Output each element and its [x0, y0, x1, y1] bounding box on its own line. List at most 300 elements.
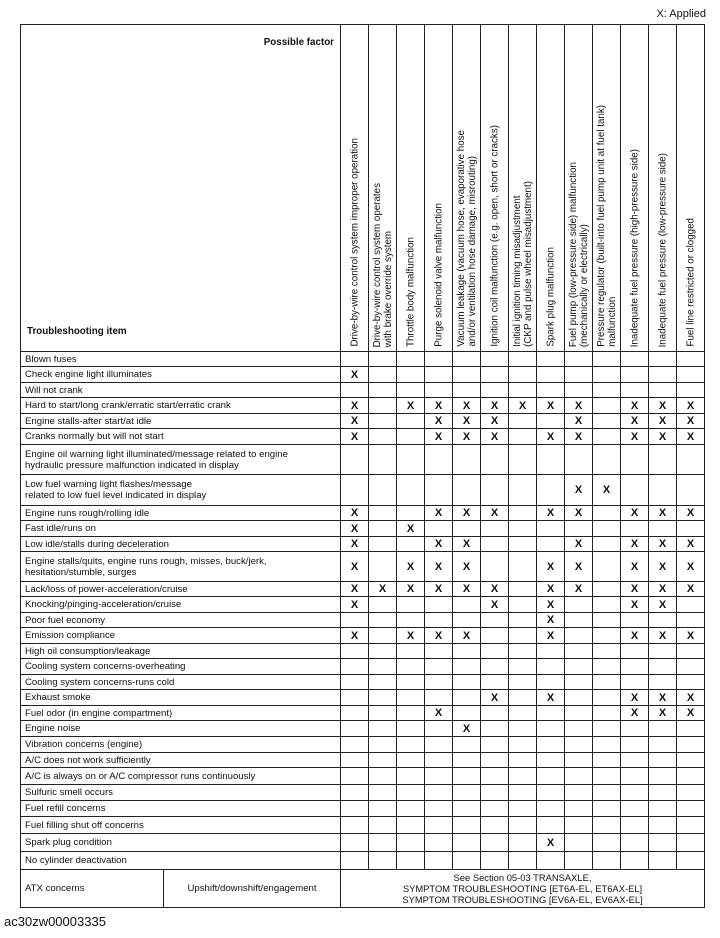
- table-row: [21, 817, 705, 834]
- troubleshooting-item: Exhaust smoke: [21, 690, 341, 706]
- mark-cell: [453, 506, 481, 521]
- applied-mark: X: [546, 583, 555, 595]
- mark-cell: [621, 852, 649, 870]
- mark-cell: [397, 597, 425, 613]
- applied-mark: X: [490, 598, 499, 611]
- mark-cell: [369, 768, 397, 785]
- mark-cell: [397, 801, 425, 817]
- mark-cell: [425, 352, 453, 367]
- mark-cell: [649, 706, 677, 721]
- mark-cell: [565, 475, 593, 506]
- mark-cell: [369, 429, 397, 445]
- mark-cell: [453, 537, 481, 552]
- mark-cell: [649, 834, 677, 852]
- mark-cell: [593, 521, 621, 537]
- mark-cell: [593, 706, 621, 721]
- table-row: [21, 644, 705, 659]
- mark-cell: [649, 659, 677, 675]
- mark-cell: [425, 785, 453, 801]
- table-row: [21, 367, 705, 383]
- applied-mark: X: [462, 583, 471, 595]
- mark-cell: [481, 644, 509, 659]
- mark-cell: [397, 414, 425, 429]
- applied-mark: X: [406, 522, 415, 535]
- mark-cell: [453, 706, 481, 721]
- applied-mark: X: [658, 691, 667, 704]
- applied-mark: X: [658, 415, 667, 427]
- table-row: [21, 383, 705, 398]
- mark-cell: [677, 552, 705, 582]
- mark-cell: [565, 706, 593, 721]
- mark-cell: [677, 537, 705, 552]
- factor-header: [565, 25, 593, 352]
- table-row: [21, 414, 705, 429]
- applied-mark: X: [434, 538, 443, 550]
- mark-cell: [677, 817, 705, 834]
- mark-cell: [369, 613, 397, 628]
- table-row: [21, 475, 705, 506]
- applied-mark: X: [574, 583, 583, 595]
- mark-cell: [593, 737, 621, 753]
- mark-cell: [509, 383, 537, 398]
- mark-cell: [425, 675, 453, 690]
- troubleshooting-item: Engine noise: [21, 721, 341, 737]
- applied-mark: X: [658, 598, 667, 611]
- mark-cell: [621, 552, 649, 582]
- applied-mark: X: [686, 415, 695, 427]
- troubleshooting-item: Hard to start/long crank/erratic start/erratic crank: [21, 398, 341, 414]
- mark-cell: [537, 644, 565, 659]
- mark-cell: [677, 768, 705, 785]
- mark-cell: [453, 675, 481, 690]
- mark-cell: [509, 414, 537, 429]
- applied-mark: X: [350, 522, 359, 535]
- applied-mark: X: [518, 399, 527, 412]
- mark-cell: [369, 737, 397, 753]
- mark-cell: [453, 383, 481, 398]
- mark-cell: [453, 785, 481, 801]
- mark-cell: [621, 352, 649, 367]
- mark-cell: [621, 582, 649, 597]
- mark-cell: [565, 383, 593, 398]
- mark-cell: [481, 367, 509, 383]
- mark-cell: [481, 852, 509, 870]
- mark-cell: [677, 506, 705, 521]
- mark-cell: [397, 690, 425, 706]
- mark-cell: [621, 753, 649, 768]
- mark-cell: [537, 367, 565, 383]
- mark-cell: [621, 429, 649, 445]
- applied-mark: X: [350, 538, 359, 550]
- mark-cell: [369, 659, 397, 675]
- mark-cell: [369, 352, 397, 367]
- applied-mark: X: [350, 560, 359, 573]
- mark-cell: [509, 753, 537, 768]
- table-row: [21, 597, 705, 613]
- mark-cell: [341, 628, 369, 644]
- table-row: [21, 352, 705, 367]
- applied-mark: X: [350, 583, 359, 595]
- factor-header: [481, 25, 509, 352]
- applied-mark: X: [462, 722, 471, 735]
- mark-cell: [397, 785, 425, 801]
- mark-cell: [481, 721, 509, 737]
- mark-cell: [481, 383, 509, 398]
- applied-mark: X: [658, 507, 667, 519]
- troubleshooting-item: Engine stalls-after start/at idle: [21, 414, 341, 429]
- mark-cell: [565, 834, 593, 852]
- mark-cell: [593, 475, 621, 506]
- mark-cell: [481, 506, 509, 521]
- mark-cell: [481, 834, 509, 852]
- mark-cell: [565, 429, 593, 445]
- mark-cell: [509, 721, 537, 737]
- mark-cell: [341, 644, 369, 659]
- mark-cell: [565, 537, 593, 552]
- mark-cell: [593, 753, 621, 768]
- mark-cell: [537, 352, 565, 367]
- troubleshooting-item: Cooling system concerns-overheating: [21, 659, 341, 675]
- applied-mark: X: [630, 399, 639, 412]
- mark-cell: [369, 785, 397, 801]
- applied-mark: X: [574, 415, 583, 427]
- mark-cell: [397, 552, 425, 582]
- table-row: [21, 852, 705, 870]
- mark-cell: [341, 690, 369, 706]
- applied-mark: X: [350, 629, 359, 642]
- mark-cell: [537, 597, 565, 613]
- mark-cell: [425, 817, 453, 834]
- applied-mark: X: [350, 415, 359, 427]
- factor-header: [341, 25, 369, 352]
- troubleshooting-item: High oil consumption/leakage: [21, 644, 341, 659]
- mark-cell: [397, 352, 425, 367]
- troubleshooting-item: Poor fuel economy: [21, 613, 341, 628]
- applied-mark: X: [686, 707, 695, 719]
- mark-cell: [341, 429, 369, 445]
- mark-cell: [677, 383, 705, 398]
- mark-cell: [397, 675, 425, 690]
- mark-cell: [397, 737, 425, 753]
- troubleshooting-item: Lack/loss of power-acceleration/cruise: [21, 582, 341, 597]
- mark-cell: [649, 721, 677, 737]
- mark-cell: [649, 597, 677, 613]
- mark-cell: [453, 628, 481, 644]
- mark-cell: [481, 398, 509, 414]
- mark-cell: [425, 613, 453, 628]
- mark-cell: [565, 414, 593, 429]
- applied-mark: X: [350, 507, 359, 519]
- troubleshooting-item: Will not crank: [21, 383, 341, 398]
- atx-reference-note: See Section 05-03 TRANSAXLE, SYMPTOM TROUBLESHOOTING [ET6A-EL, ET6AX-EL] SYMPTOM TROUBLESHOOTING [EV6A-EL, EV6AX-EL]: [341, 870, 705, 908]
- mark-cell: [453, 597, 481, 613]
- mark-cell: [593, 690, 621, 706]
- mark-cell: [341, 552, 369, 582]
- mark-cell: [649, 852, 677, 870]
- applied-mark: X: [546, 691, 555, 704]
- mark-cell: [565, 367, 593, 383]
- mark-cell: [593, 801, 621, 817]
- mark-cell: [649, 537, 677, 552]
- applied-mark: X: [574, 507, 583, 519]
- mark-cell: [677, 475, 705, 506]
- mark-cell: [425, 721, 453, 737]
- mark-cell: [593, 768, 621, 785]
- applied-mark: X: [434, 507, 443, 519]
- mark-cell: [677, 352, 705, 367]
- applied-mark: X: [546, 507, 555, 519]
- mark-cell: [341, 785, 369, 801]
- mark-cell: [593, 675, 621, 690]
- mark-cell: [425, 852, 453, 870]
- mark-cell: [509, 737, 537, 753]
- applied-mark: X: [546, 399, 555, 412]
- mark-cell: [341, 768, 369, 785]
- mark-cell: [341, 597, 369, 613]
- applied-mark: X: [686, 629, 695, 642]
- table-row: [21, 613, 705, 628]
- mark-cell: [397, 817, 425, 834]
- mark-cell: [621, 597, 649, 613]
- mark-cell: [649, 675, 677, 690]
- header-row: [21, 25, 705, 352]
- table-row: [21, 537, 705, 552]
- applied-mark: X: [546, 560, 555, 573]
- applied-mark: X: [406, 399, 415, 412]
- factor-label: Throttle body malfunction: [405, 237, 416, 347]
- factor-label: Fuel line restricted or clogged: [685, 218, 696, 347]
- table-row: [21, 628, 705, 644]
- mark-cell: [509, 537, 537, 552]
- applied-mark: X: [630, 415, 639, 427]
- mark-cell: [369, 834, 397, 852]
- mark-cell: [593, 852, 621, 870]
- troubleshooting-item: Low idle/stalls during deceleration: [21, 537, 341, 552]
- mark-cell: [621, 644, 649, 659]
- mark-cell: [537, 414, 565, 429]
- mark-cell: [481, 768, 509, 785]
- mark-cell: [537, 398, 565, 414]
- mark-cell: [453, 475, 481, 506]
- mark-cell: [677, 659, 705, 675]
- mark-cell: [593, 398, 621, 414]
- mark-cell: [397, 475, 425, 506]
- matrix-body: [21, 352, 705, 908]
- mark-cell: [509, 768, 537, 785]
- mark-cell: [537, 613, 565, 628]
- mark-cell: [425, 367, 453, 383]
- mark-cell: [621, 537, 649, 552]
- mark-cell: [453, 834, 481, 852]
- mark-cell: [649, 801, 677, 817]
- mark-cell: [425, 628, 453, 644]
- mark-cell: [453, 398, 481, 414]
- applied-mark: X: [630, 629, 639, 642]
- mark-cell: [593, 644, 621, 659]
- mark-cell: [425, 506, 453, 521]
- mark-cell: [397, 644, 425, 659]
- mark-cell: [677, 398, 705, 414]
- table-row: [21, 659, 705, 675]
- mark-cell: [621, 383, 649, 398]
- mark-cell: [537, 690, 565, 706]
- mark-cell: [677, 753, 705, 768]
- mark-cell: [453, 521, 481, 537]
- factor-label: Drive-by-wire control system improper operation: [349, 138, 360, 347]
- mark-cell: [481, 690, 509, 706]
- applied-mark: X: [658, 583, 667, 595]
- mark-cell: [593, 445, 621, 475]
- mark-cell: [677, 582, 705, 597]
- mark-cell: [397, 628, 425, 644]
- mark-cell: [369, 753, 397, 768]
- applied-mark: X: [462, 399, 471, 412]
- mark-cell: [537, 834, 565, 852]
- mark-cell: [509, 834, 537, 852]
- mark-cell: [341, 659, 369, 675]
- mark-cell: [369, 582, 397, 597]
- mark-cell: [565, 721, 593, 737]
- mark-cell: [677, 429, 705, 445]
- mark-cell: [593, 552, 621, 582]
- mark-cell: [593, 414, 621, 429]
- mark-cell: [397, 613, 425, 628]
- mark-cell: [537, 383, 565, 398]
- mark-cell: [621, 414, 649, 429]
- mark-cell: [677, 706, 705, 721]
- mark-cell: [453, 445, 481, 475]
- table-row: [21, 521, 705, 537]
- factor-label: Ignition coil malfunction (e.g. open, short or cracks): [489, 125, 500, 347]
- applied-mark: X: [462, 560, 471, 573]
- mark-cell: [565, 852, 593, 870]
- table-row: [21, 834, 705, 852]
- factor-header: [677, 25, 705, 352]
- applied-mark: X: [630, 430, 639, 443]
- table-row: [21, 582, 705, 597]
- applied-mark: X: [658, 538, 667, 550]
- mark-cell: [593, 429, 621, 445]
- table-row: [21, 675, 705, 690]
- troubleshooting-item: Fuel odor (in engine compartment): [21, 706, 341, 721]
- mark-cell: [481, 582, 509, 597]
- applied-mark: X: [350, 598, 359, 611]
- factor-header: [369, 25, 397, 352]
- mark-cell: [621, 785, 649, 801]
- mark-cell: [425, 383, 453, 398]
- mark-cell: [453, 352, 481, 367]
- troubleshooting-item: Fuel filling shut off concerns: [21, 817, 341, 834]
- mark-cell: [593, 659, 621, 675]
- mark-cell: [537, 521, 565, 537]
- mark-cell: [537, 537, 565, 552]
- applied-mark: X: [686, 583, 695, 595]
- mark-cell: [341, 721, 369, 737]
- mark-cell: [677, 721, 705, 737]
- mark-cell: [593, 352, 621, 367]
- mark-cell: [621, 628, 649, 644]
- mark-cell: [369, 445, 397, 475]
- atx-item: ATX concerns: [21, 870, 164, 908]
- mark-cell: [369, 475, 397, 506]
- applied-mark: X: [490, 583, 499, 595]
- mark-cell: [481, 817, 509, 834]
- mark-cell: [425, 414, 453, 429]
- mark-cell: [621, 398, 649, 414]
- mark-cell: [509, 429, 537, 445]
- applied-mark: X: [434, 629, 443, 642]
- factor-header: [425, 25, 453, 352]
- mark-cell: [369, 597, 397, 613]
- mark-cell: [481, 801, 509, 817]
- mark-cell: [341, 852, 369, 870]
- applied-mark: X: [630, 538, 639, 550]
- applied-mark: X: [686, 560, 695, 573]
- mark-cell: [453, 768, 481, 785]
- mark-cell: [369, 675, 397, 690]
- applied-mark: X: [434, 707, 443, 719]
- applied-mark: X: [658, 629, 667, 642]
- mark-cell: [649, 552, 677, 582]
- mark-cell: [537, 475, 565, 506]
- mark-cell: [369, 852, 397, 870]
- troubleshooting-item: Check engine light illuminates: [21, 367, 341, 383]
- mark-cell: [565, 768, 593, 785]
- mark-cell: [621, 690, 649, 706]
- mark-cell: [621, 506, 649, 521]
- mark-cell: [677, 597, 705, 613]
- mark-cell: [397, 537, 425, 552]
- mark-cell: [341, 801, 369, 817]
- mark-cell: [509, 801, 537, 817]
- mark-cell: [453, 753, 481, 768]
- mark-cell: [649, 506, 677, 521]
- factor-label: Initial ignition timing misadjustment (CKP and pulse wheel misadjustment): [511, 181, 534, 347]
- applied-mark: X: [434, 430, 443, 443]
- mark-cell: [565, 398, 593, 414]
- applied-mark: X: [658, 430, 667, 443]
- mark-cell: [425, 690, 453, 706]
- applied-mark: X: [574, 430, 583, 443]
- applied-mark: X: [546, 430, 555, 443]
- applied-mark: X: [462, 629, 471, 642]
- troubleshooting-item: No cylinder deactivation: [21, 852, 341, 870]
- troubleshooting-item: Cranks normally but will not start: [21, 429, 341, 445]
- mark-cell: [425, 582, 453, 597]
- mark-cell: [537, 753, 565, 768]
- mark-cell: [369, 521, 397, 537]
- applied-mark: X: [434, 560, 443, 573]
- troubleshooting-item: Vibration concerns (engine): [21, 737, 341, 753]
- mark-cell: [649, 445, 677, 475]
- mark-cell: [677, 834, 705, 852]
- mark-cell: [649, 613, 677, 628]
- applied-mark: X: [546, 836, 555, 849]
- mark-cell: [621, 706, 649, 721]
- mark-cell: [509, 628, 537, 644]
- troubleshooting-item-label: Troubleshooting item: [27, 326, 127, 337]
- mark-cell: [649, 475, 677, 506]
- mark-cell: [341, 817, 369, 834]
- mark-cell: [481, 445, 509, 475]
- applied-mark: X: [406, 583, 415, 595]
- mark-cell: [565, 445, 593, 475]
- mark-cell: [509, 659, 537, 675]
- table-row: [21, 721, 705, 737]
- table-row: [21, 768, 705, 785]
- troubleshooting-item: Fuel refill concerns: [21, 801, 341, 817]
- applied-mark: X: [350, 430, 359, 443]
